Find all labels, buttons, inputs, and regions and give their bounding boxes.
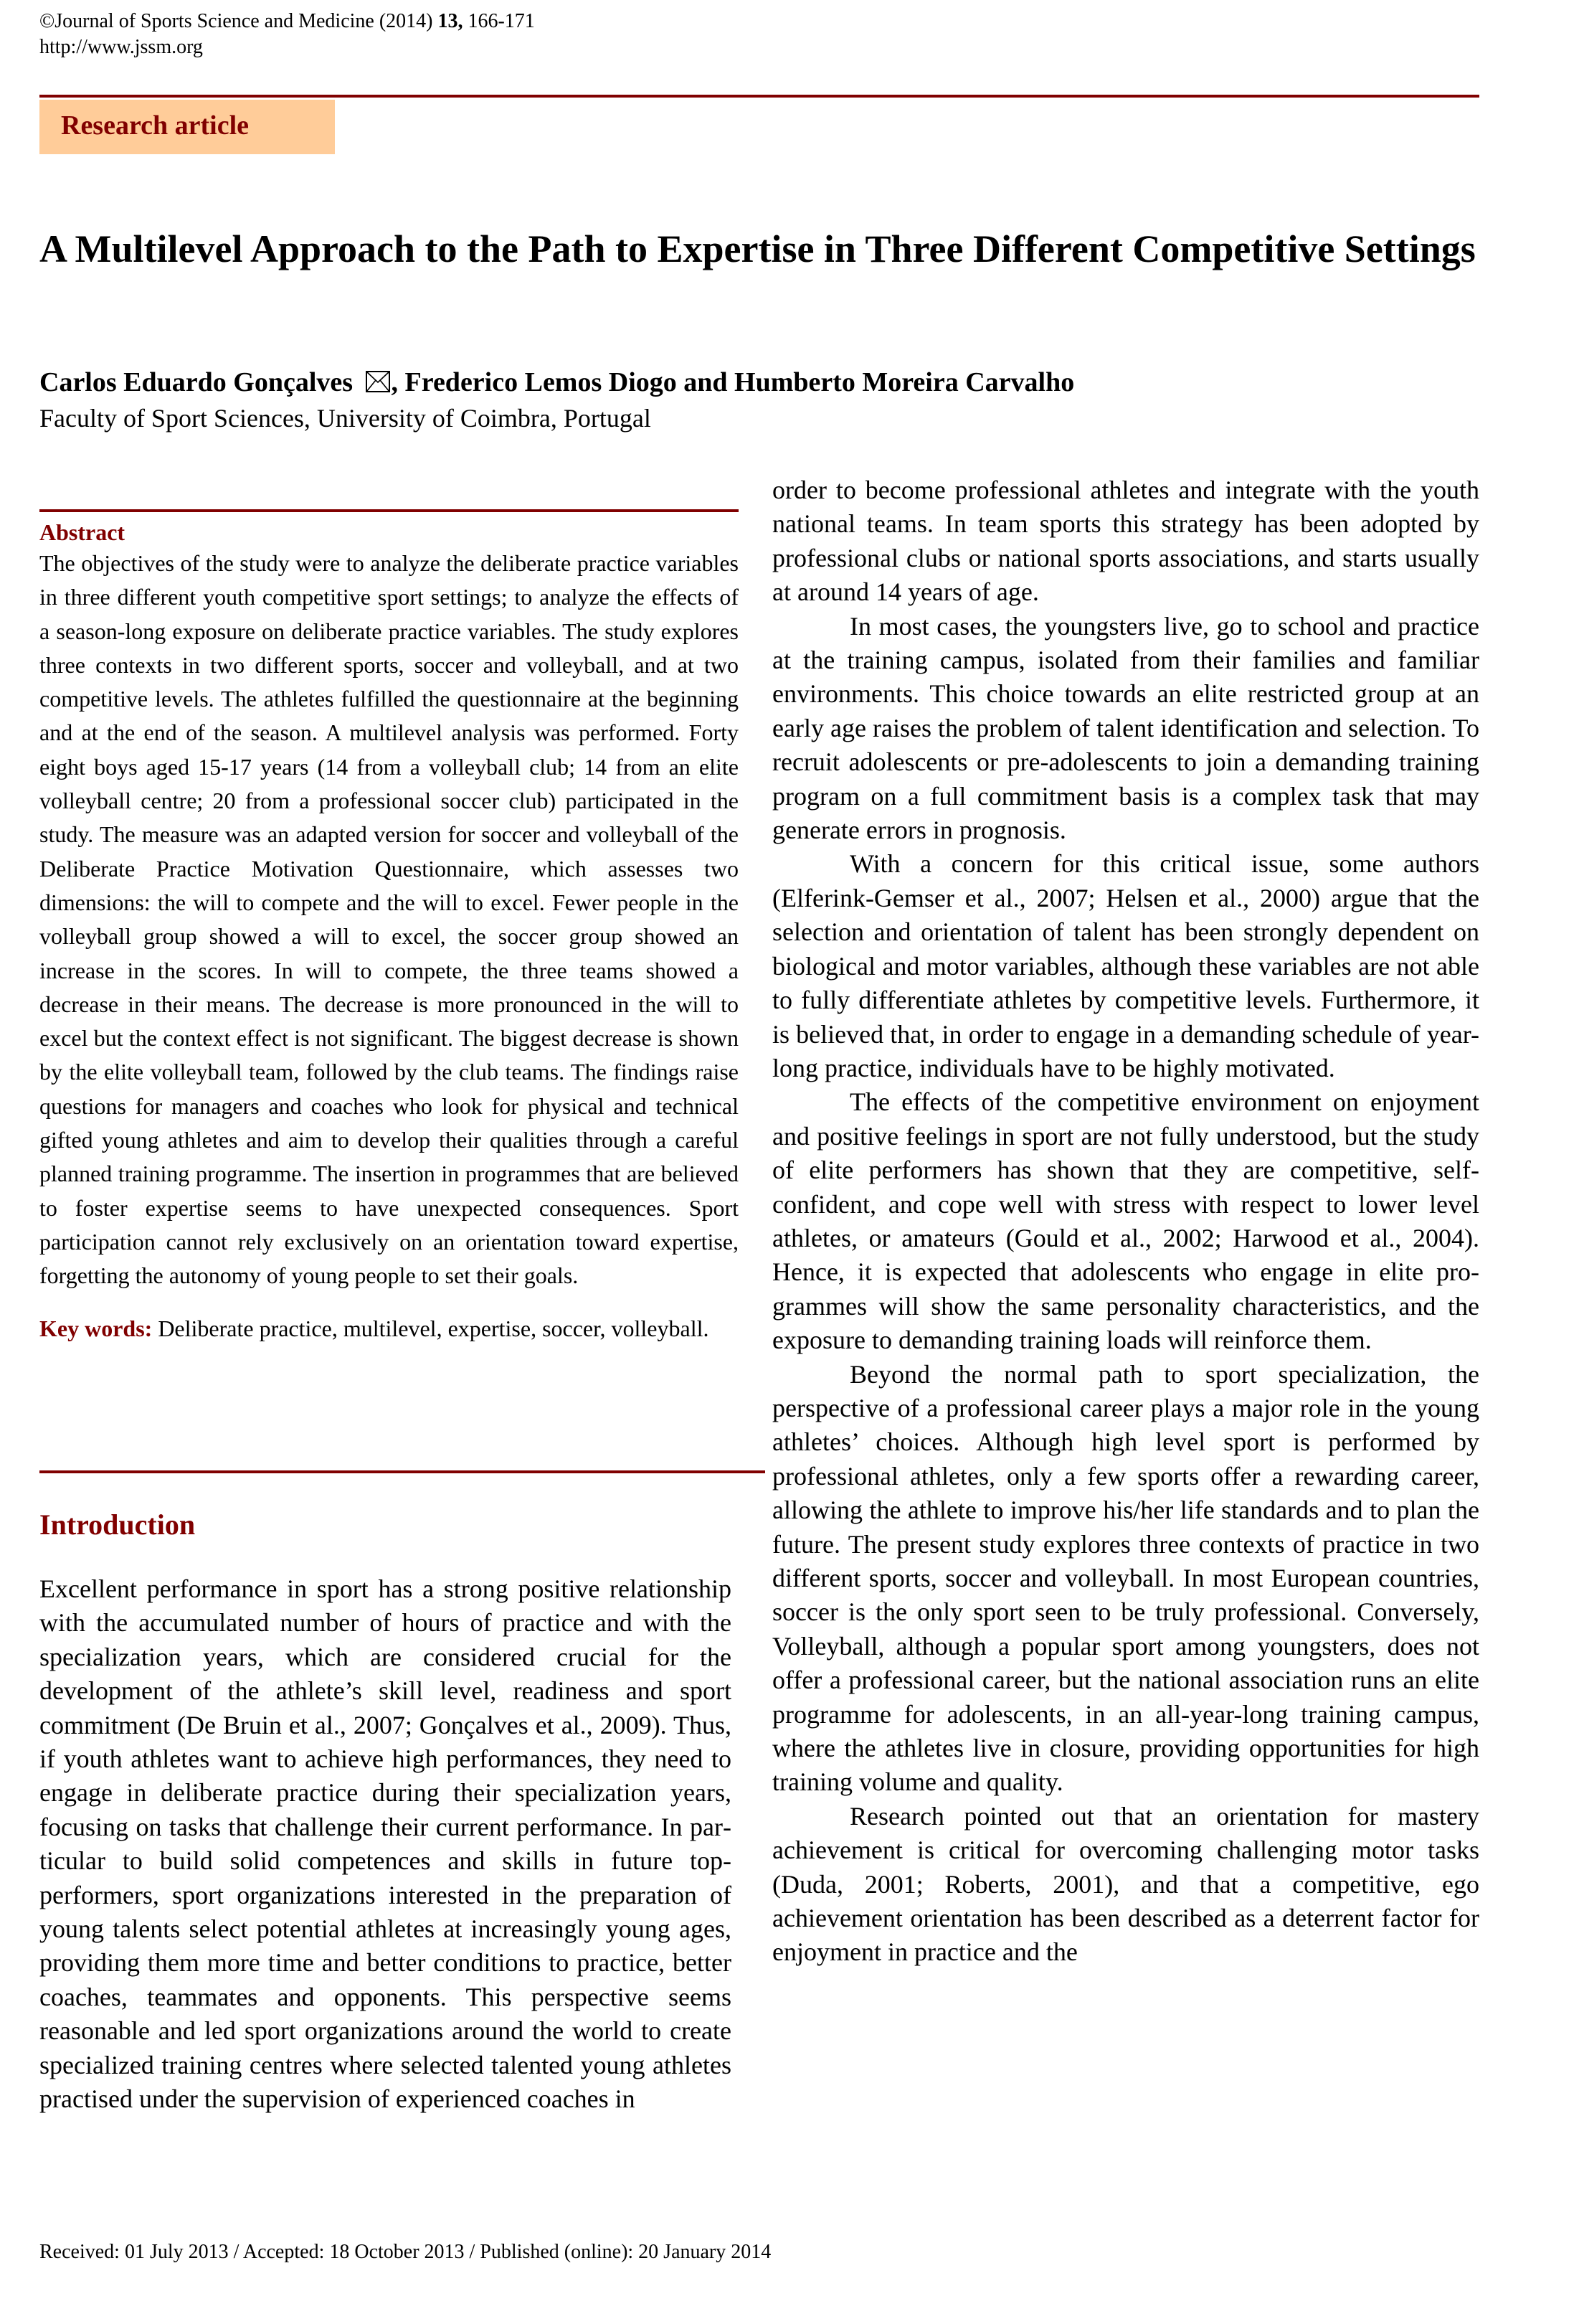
article-type-badge <box>39 100 335 154</box>
paragraph: The effects of the competitive environment on enjoyment and positive feelings in sport are not fully understood, but the study of elite performers has shown that they are competitive, self-confident, and cope well with stress with respect to lower level athletes, or amateurs (Gould et al., 2002; Harwood et al., 2004). Hence, it is expected that adolescents who engage in elite programmes will show the same personality characteristics, and the exposure to demanding training loads will reinforce them. <box>772 1087 1479 1355</box>
abstract-section <box>39 518 739 1346</box>
abstract-bottom-rule <box>39 1470 765 1473</box>
right-column <box>772 473 1479 1970</box>
paragraph: With a concern for this critical issue, some authors (Elferink-Gemser et al., 2007; Helsen et al., 2000) argue that the selection and orientation of talent has been strongly dependent on biological and motor variables, although these variables are not able to fully differentiate athletes by competitive levels. Furthermore, it is believed that, in order to engage in a demanding schedule of year-long practice, individuals have to be highly motivated. <box>772 849 1479 1082</box>
article-type-label: Research article <box>61 110 250 141</box>
keywords-list: Deliberate practice, multilevel, expertise, soccer, volleyball. <box>152 1315 709 1341</box>
author-corresponding: Carlos Eduardo Gonçalves <box>39 367 354 397</box>
abstract-top-rule <box>39 509 739 512</box>
abstract-heading: Abstract <box>39 519 125 545</box>
author-list <box>39 366 1074 399</box>
envelope-icon[interactable] <box>366 371 390 392</box>
introduction-paragraph-left <box>39 1572 731 2117</box>
paragraph: Research pointed out that an orientation for mastery achievement is critical for overcoming challenging motor tasks (Duda, 2001; Roberts, 2001), and that a competitive, ego achievement orientation has been described as a deterrent factor for enjoyment in practice and the <box>772 1801 1479 1967</box>
journal-citation <box>39 10 535 33</box>
introduction-heading: Introduction <box>39 1508 196 1541</box>
journal-url[interactable]: http://www.jssm.org <box>39 36 203 58</box>
publication-dates: Received: 01 July 2013 / Accepted: 18 October 2013 / Published (online): 20 January 2014 <box>39 2241 772 2263</box>
paragraph: In most cases, the youngsters live, go to school and practice at the training campus, isolated from their families and familiar environments. This choice towards an elite restricted group at an early age raises the problem of talent identification and selection. To recruit adolescents or pre-adolescents to join a demanding training program on a full commitment basis is a complex task that may generate errors in prognosis. <box>772 611 1479 845</box>
paragraph: Beyond the normal path to sport specialization, the perspective of a professional career plays a major role in the young athletes’ choices. Although high level sport is performed by professional athletes, only a few sports offer a rewarding career, allowing the athlete to improve his/her life standards and to plan the future. The present study explores three contexts of practice in two different sports, soccer and volleyball. In most European countries, soccer is the only sport seen to be truly professional. Conversely, Volleyball, although a popular sport among youngsters, does not offer a professional career, but the national association runs an elite programme for adolescents, in an all-year-long training campus, where the athletes live in closure, providing opportunities for high training volume and quality. <box>772 1359 1479 1797</box>
journal-pages: 166-171 <box>463 10 535 32</box>
author-others: , Frederico Lemos Diogo and Humberto Moreira Carvalho <box>391 367 1075 397</box>
introduction-section <box>39 1508 731 2117</box>
header-rule <box>39 95 1479 98</box>
keywords-label: Key words: <box>39 1315 153 1341</box>
paragraph: order to become professional athletes and integrate with the youth national teams. In team sports this strategy has been adopted by professional clubs or national sports associations, and starts usually at around 14 years of age. <box>772 476 1479 607</box>
affiliation: Faculty of Sport Sciences, University of Coimbra, Portugal <box>39 404 651 433</box>
journal-name: ©Journal of Sports Science and Medicine (2014) <box>39 10 438 32</box>
article-title: A Multilevel Approach to the Path to Expertise in Three Different Competitive Settings <box>39 227 1476 270</box>
keywords <box>39 1312 739 1346</box>
paragraph: Excellent performance in sport has a strong positive relationship with the accumulated number of hours of practice and with the specialization years, which are considered crucial for the development of the athlete’s skill level, readiness and sport commitment (De Bruin et al., 2007; Gonçalves et al., 2009). Thus, if youth athletes want to achieve high performances, they need to engage in deliberate practice during their specialization years, focusing on tasks that challenge their current performance. In particular to build solid competences and skills in future top-performers, sport organizations interested in the preparation of young talents select potential athletes at increasingly young ages, providing them more time and better conditions to practice, better coaches, teammates and opponents. This perspective seems reasonable and led sport organizations around the world to create specialized training centres where selected talented young athletes practised under the supervision of experienced coaches in <box>39 1574 731 2114</box>
journal-volume: 13, <box>437 10 463 32</box>
abstract-text: The objectives of the study were to analyze the deliberate practice variables in three different youth competitive sport settings; to analyze the effects of a season-long exposure on deliberate practice variables. The study explores three contexts in two different sports, soccer and volleyball, and at two competitive levels. The athletes fulfilled the questionnaire at the beginning and at the end of the season. A multilevel analysis was performed. Forty eight boys aged 15-17 years (14 from a volleyball club; 14 from an elite volleyball centre; 20 from a professional soccer club) participated in the study. The measure was an adapted version for soccer and volleyball of the Deliberate Practice Motivation Questionnaire, which assesses two dimensions: the will to compete and the will to excel. Fewer people in the volleyball group showed a will to excel, the soccer group showed an increase in the scores. In will to compete, the three teams showed a decrease in their means. The decrease is more pronounced in the will to excel but the context effect is not significant. The biggest decrease is shown by the elite volleyball team, followed by the club teams. The findings raise questions for managers and coaches who look for physical and technical gifted young athletes and aim to develop their qualities through a careful planned training programme. The insertion in programmes that are believed to foster expertise seems to have unexpected consequences. Sport participation cannot rely exclusively on an orientation toward expertise, forgetting the autonomy of young people to set their goals. <box>39 550 739 1289</box>
introduction-paragraphs-right <box>772 473 1479 1970</box>
